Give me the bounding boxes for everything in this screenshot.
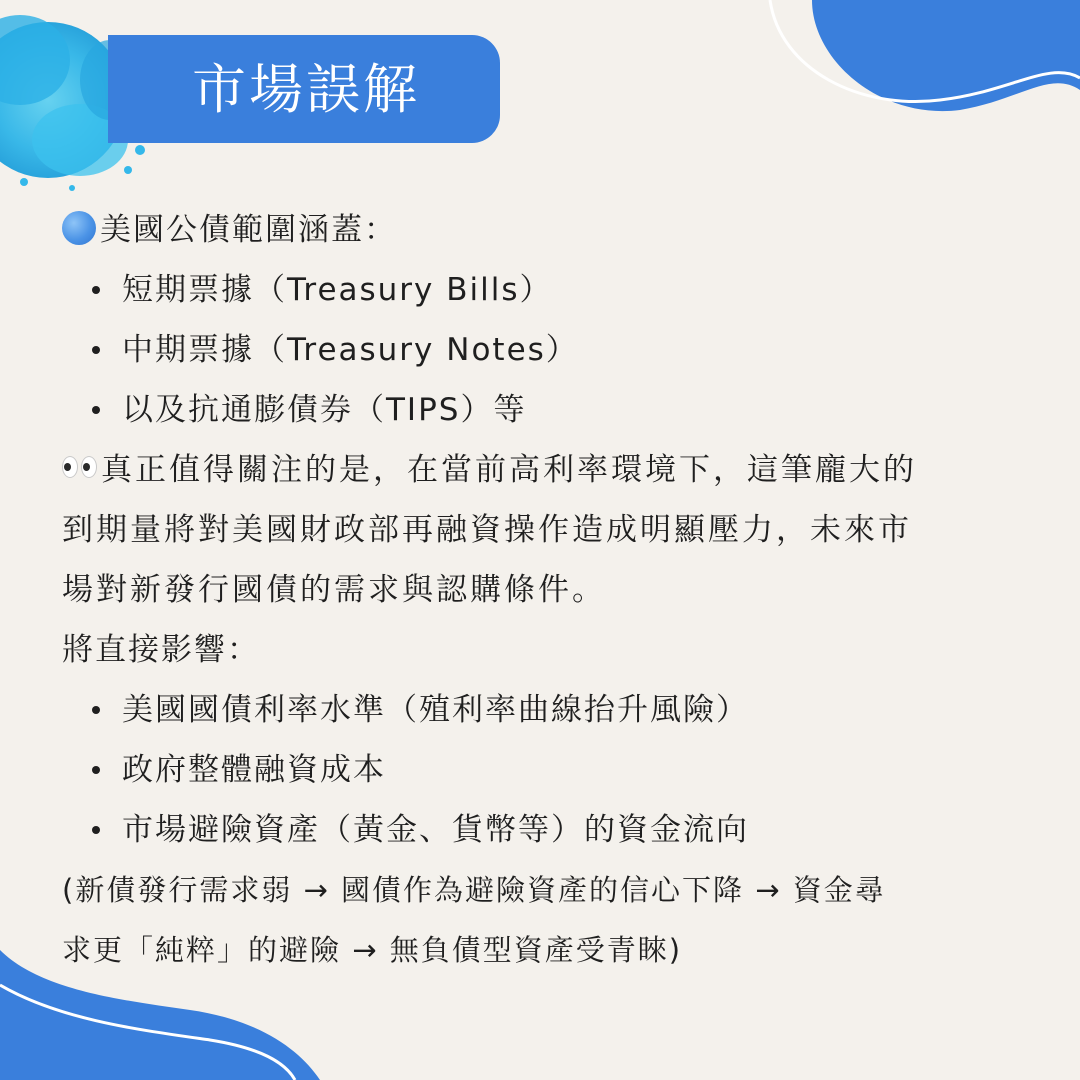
- section-heading: 將直接影響：: [62, 632, 260, 668]
- list-item: [62, 680, 1032, 740]
- bullet-icon: [92, 706, 100, 714]
- blue-circle-icon: [62, 211, 96, 245]
- paragraph-line: 到期量將對美國財政部再融資操作造成明顯壓力，未來市: [62, 512, 912, 548]
- bullet-icon: [92, 286, 100, 294]
- note-line: 求更「純粹」的避險 → 無負債型資產受青睞): [62, 933, 683, 967]
- eyes-icon: [62, 456, 97, 478]
- page-title: 市場誤解: [192, 58, 420, 121]
- list-item-text: 市場避險資產（黃金、貨幣等）的資金流向: [122, 812, 749, 848]
- list-item-text: 美國國債利率水準（殖利率曲線抬升風險）: [122, 692, 749, 728]
- list-item-text: 政府整體融資成本: [122, 752, 386, 788]
- top-right-wave: [812, 0, 1080, 111]
- list-item-text: 短期票據（Treasury Bills）: [122, 272, 553, 308]
- list-item: [62, 260, 1032, 320]
- paragraph-line: [62, 440, 1032, 500]
- list-item-text: 以及抗通膨債券（TIPS）等: [122, 392, 527, 428]
- list-item: [62, 740, 1032, 800]
- note-line: (新債發行需求弱 → 國債作為避險資產的信心下降 → 資金尋: [62, 873, 886, 907]
- section-heading: [62, 200, 1032, 260]
- bullet-icon: [92, 766, 100, 774]
- bullet-icon: [92, 406, 100, 414]
- bullet-icon: [92, 346, 100, 354]
- list-item: [62, 320, 1032, 380]
- list-item: [62, 380, 1032, 440]
- main-content: [62, 200, 1032, 980]
- list-item: [62, 800, 1032, 860]
- list-item-text: 中期票據（Treasury Notes）: [122, 332, 579, 368]
- section-heading-text: 美國公債範圍涵蓋：: [100, 212, 397, 248]
- paragraph-text: 真正值得關注的是，在當前高利率環境下，這筆龐大的: [101, 452, 917, 488]
- paragraph-line: 場對新發行國債的需求與認購條件。: [62, 572, 606, 608]
- bullet-icon: [92, 826, 100, 834]
